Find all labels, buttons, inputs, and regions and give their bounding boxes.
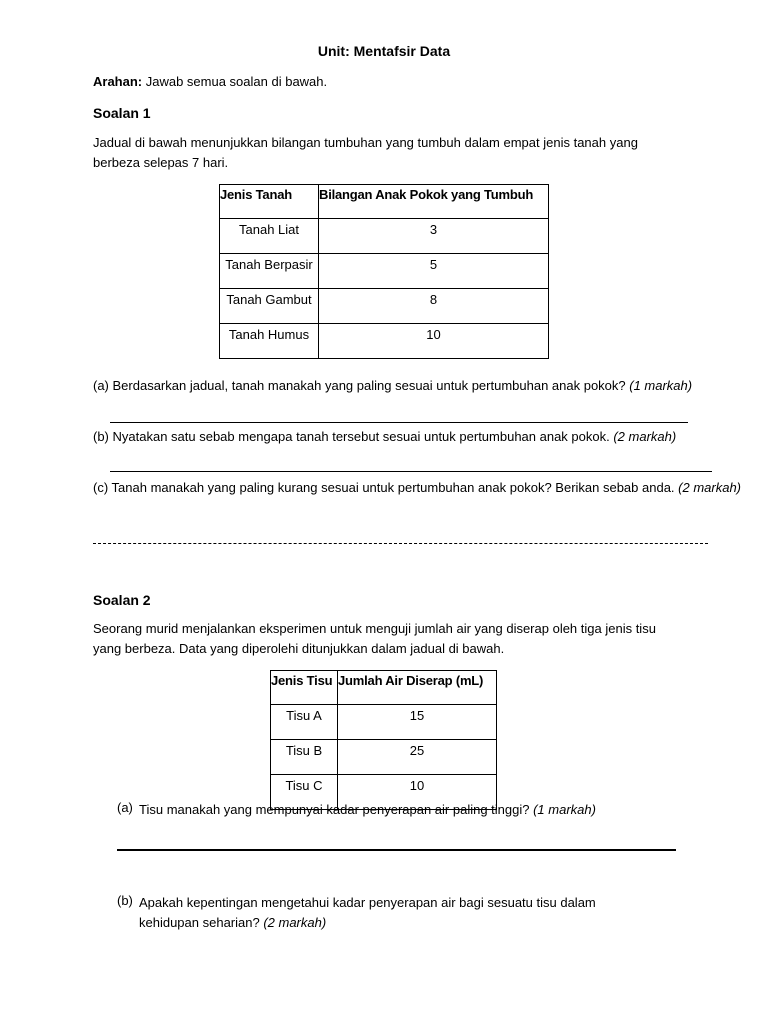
q2a-question bbox=[139, 800, 659, 820]
q1a-text: (a) Berdasarkan jadual, tanah manakah yang paling sesuai untuk pertumbuhan anak pokok? bbox=[93, 378, 630, 393]
table-cell: Tanah Liat bbox=[220, 219, 319, 254]
q1b-text: (b) Nyatakan satu sebab mengapa tanah tersebut sesuai untuk pertumbuhan anak pokok. bbox=[93, 429, 614, 444]
q2-intro: Seorang murid menjalankan eksperimen untuk menguji jumlah air yang diserap oleh tiga jenis tisu yang berbeza. Data yang diperolehi ditunjukkan dalam jadual di bawah. bbox=[93, 621, 656, 656]
table-cell: 15 bbox=[338, 705, 497, 740]
q2b-marks: (2 markah) bbox=[263, 915, 327, 930]
table-row bbox=[220, 324, 549, 359]
instructions-text: Jawab semua soalan di bawah. bbox=[142, 74, 328, 89]
table-cell: 5 bbox=[319, 254, 549, 289]
q1-table bbox=[219, 184, 549, 359]
table-row bbox=[271, 740, 497, 775]
table-cell: 25 bbox=[338, 740, 497, 775]
q1b-question bbox=[93, 427, 753, 447]
q2b-text: Apakah kepentingan mengetahui kadar penyerapan air bagi sesuatu tisu dalam kehidupan seharian? bbox=[139, 895, 596, 930]
q2b-question bbox=[139, 893, 639, 933]
table-cell: 10 bbox=[338, 775, 497, 810]
q1a-answer-line[interactable] bbox=[110, 422, 688, 423]
q2b-label: (b) bbox=[117, 893, 133, 908]
table-header: Jenis Tanah bbox=[220, 185, 319, 219]
table-cell: Tisu A bbox=[271, 705, 338, 740]
q2a-marks: (1 markah) bbox=[533, 802, 596, 817]
table-row bbox=[220, 289, 549, 324]
table-header-row bbox=[220, 185, 549, 219]
page-title: Unit: Mentafsir Data bbox=[317, 43, 451, 59]
q1b-answer-line[interactable] bbox=[110, 471, 712, 472]
q1c-text: (c) Tanah manakah yang paling kurang sesuai untuk pertumbuhan anak pokok? Berikan sebab anda. bbox=[93, 480, 679, 495]
table-cell: 3 bbox=[319, 219, 549, 254]
q2-table bbox=[270, 670, 497, 810]
q1a-question bbox=[93, 376, 753, 396]
table-row bbox=[220, 219, 549, 254]
table-cell: Tisu C bbox=[271, 775, 338, 810]
q1a-marks: (1 markah) bbox=[629, 378, 693, 393]
table-header: Bilangan Anak Pokok yang Tumbuh bbox=[319, 185, 549, 219]
q1b-marks: (2 markah) bbox=[613, 429, 677, 444]
q1c-marks: (2 markah) bbox=[678, 480, 742, 495]
q2-heading: Soalan 2 bbox=[93, 592, 151, 608]
table-header: Jenis Tisu bbox=[271, 671, 338, 705]
q1-heading: Soalan 1 bbox=[93, 105, 151, 121]
table-cell: Tanah Humus bbox=[220, 324, 319, 359]
table-header: Jumlah Air Diserap (mL) bbox=[338, 671, 497, 705]
q2a-label: (a) bbox=[117, 800, 133, 815]
table-cell: Tisu B bbox=[271, 740, 338, 775]
q1-intro: Jadual di bawah menunjukkan bilangan tumbuhan yang tumbuh dalam empat jenis tanah yang berbeza selepas 7 hari. bbox=[93, 135, 638, 170]
table-cell: Tanah Berpasir bbox=[220, 254, 319, 289]
q2a-text: Tisu manakah yang mempunyai kadar penyerapan air paling tinggi? bbox=[139, 802, 534, 817]
table-cell: 8 bbox=[319, 289, 549, 324]
q2a-answer-line[interactable] bbox=[117, 849, 676, 851]
table-cell: 10 bbox=[319, 324, 549, 359]
table-row bbox=[271, 705, 497, 740]
instructions bbox=[93, 72, 683, 92]
instructions-label: Arahan: bbox=[93, 74, 143, 89]
table-row bbox=[220, 254, 549, 289]
table-cell: Tanah Gambut bbox=[220, 289, 319, 324]
q1c-answer-line[interactable] bbox=[93, 543, 708, 544]
q1c-question bbox=[93, 478, 743, 498]
table-header-row bbox=[271, 671, 497, 705]
